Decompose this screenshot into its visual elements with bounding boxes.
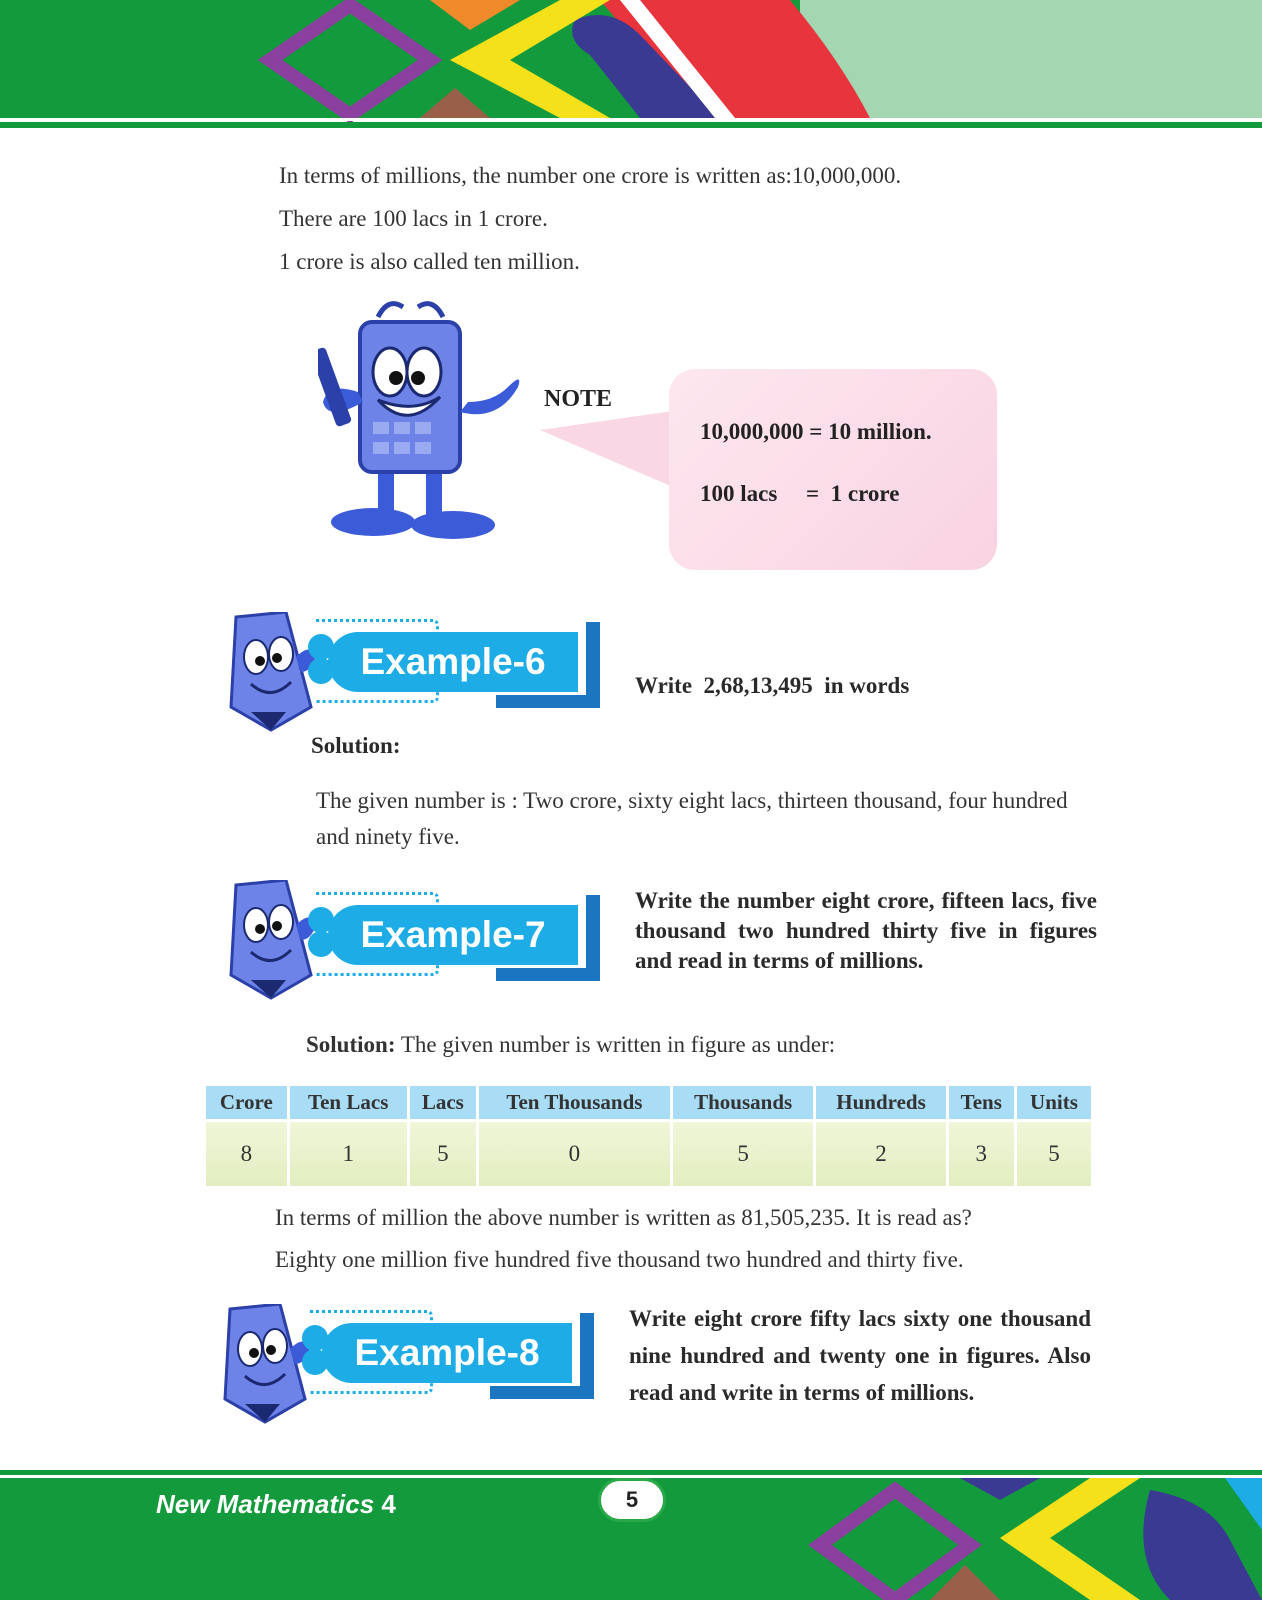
note-line-2: 100 lacs = 1 crore — [700, 481, 900, 506]
after-table-line-1: In terms of million the above number is written as 81,505,235. It is read as? — [275, 1205, 972, 1230]
table-header-cell: Ten Lacs — [290, 1086, 407, 1119]
table-header-cell: Units — [1017, 1086, 1091, 1119]
header-banner — [0, 0, 1262, 130]
calculator-mascot-icon — [318, 292, 538, 552]
table-header-cell: Thousands — [673, 1086, 814, 1119]
badge-shadow — [496, 968, 600, 981]
table-header-cell: Crore — [206, 1086, 287, 1119]
book-title: New Mathematics — [156, 1489, 375, 1519]
example-6-title: Example-6 — [328, 632, 578, 692]
example-7-question: Write the number eight crore, fifteen lacs, five thousand two hundred thirty five in figures and read in terms of millions. — [635, 888, 1097, 973]
header-decoration — [0, 0, 1262, 130]
table-cell: 8 — [206, 1122, 287, 1186]
example-8-badge — [210, 1304, 610, 1424]
example-8-title: Example-8 — [322, 1323, 572, 1383]
table-cell: 3 — [949, 1122, 1014, 1186]
example-6-badge — [216, 612, 616, 732]
pencil-mascot-icon — [216, 612, 316, 732]
table-cell: 5 — [673, 1122, 814, 1186]
table-row — [206, 1122, 1091, 1186]
note-label: NOTE — [544, 386, 613, 412]
table-header-cell: Hundreds — [816, 1086, 945, 1119]
table-header-cell: Tens — [949, 1086, 1014, 1119]
place-value-table — [203, 1083, 1094, 1189]
book-number: 4 — [381, 1489, 396, 1519]
example-6-solution-label: Solution: — [311, 733, 401, 758]
intro-line-1: In terms of millions, the number one crore is written as:10,000,000. — [279, 163, 902, 188]
example-7-title: Example-7 — [328, 905, 578, 965]
table-cell: 2 — [816, 1122, 945, 1186]
example-7-solution-text: The given number is written in figure as under: — [395, 1032, 836, 1057]
note-bubble-tail — [540, 410, 680, 500]
badge-shadow — [490, 1386, 594, 1399]
intro-line-2: There are 100 lacs in 1 crore. — [279, 206, 548, 231]
table-cell: 5 — [1017, 1122, 1091, 1186]
note-bubble — [669, 369, 997, 570]
page-number: 5 — [598, 1478, 666, 1522]
calculator-mascot — [318, 292, 538, 552]
note-line-1: 10,000,000 = 10 million. — [700, 419, 932, 444]
footer-book-title — [156, 1489, 396, 1520]
table-cell: 0 — [479, 1122, 670, 1186]
example-7-solution — [306, 1027, 1106, 1063]
after-table-line-2: Eighty one million five hundred five thousand two hundred and thirty five. — [275, 1247, 964, 1272]
intro-text — [279, 154, 1079, 283]
table-header-cell: Ten Thousands — [479, 1086, 670, 1119]
example-6-question: Write 2,68,13,495 in words — [635, 673, 910, 698]
example-6-solution-text: The given number is : Two crore, sixty eight lacs, thirteen thousand, four hundred and ninety five. — [316, 788, 1068, 849]
pencil-mascot-icon — [210, 1304, 310, 1424]
example-8-question: Write eight crore fifty lacs sixty one thousand nine hundred and twenty one in figures. Also read and write in terms of millions. — [629, 1306, 1091, 1405]
intro-line-3: 1 crore is also called ten million. — [279, 249, 580, 274]
table-cell: 1 — [290, 1122, 407, 1186]
table-cell: 5 — [410, 1122, 476, 1186]
table-header-cell: Lacs — [410, 1086, 476, 1119]
table-header-row — [206, 1086, 1091, 1119]
badge-shadow — [496, 695, 600, 708]
example-7-solution-label: Solution: — [306, 1032, 396, 1057]
pencil-mascot-icon — [216, 880, 316, 1000]
example-7-badge — [216, 880, 616, 1000]
